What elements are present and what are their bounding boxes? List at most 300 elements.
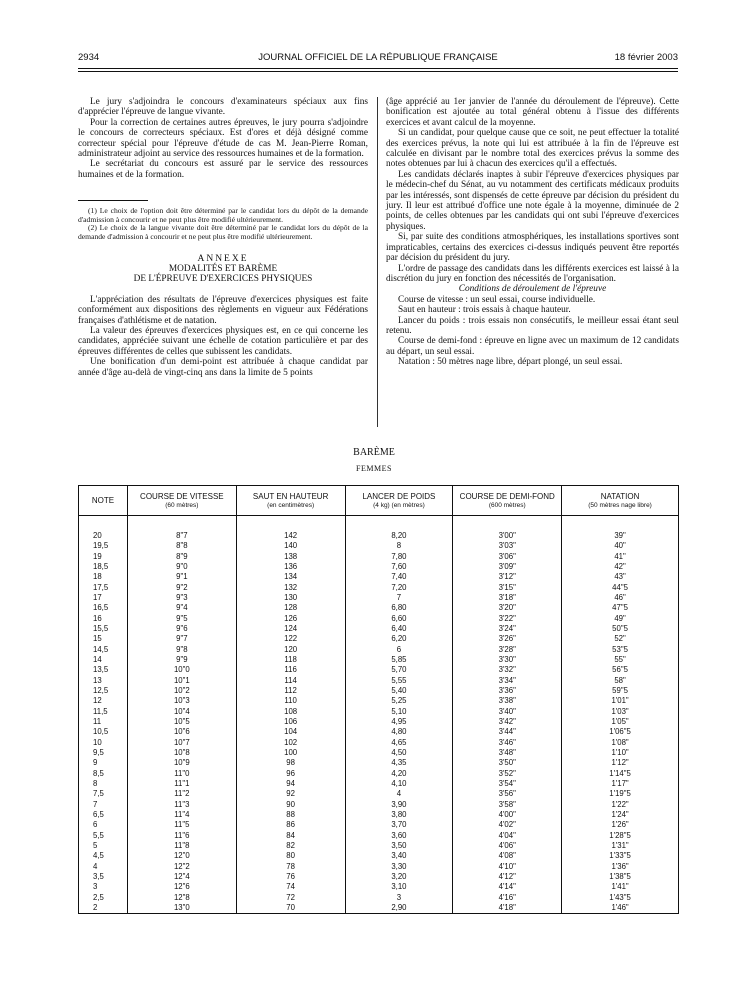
cell-demi-fond: 3'36": [453, 686, 562, 696]
paragraph: Si un candidat, pour quelque cause que ce soit, ne peut effectuer la totalité des exercices prévus, la note qui lui est attribuée à la fin de l'épreuve est calculée en divisant par le nombre total des exercices prévus la somme des notes obtenues par lui à chacun des exercices qu'il a effectués.: [386, 128, 679, 170]
condition-item: Saut en hauteur : trois essais à chaque hauteur.: [398, 305, 571, 316]
cell-demi-fond: 3'12": [453, 572, 562, 582]
cell-note: 13: [79, 676, 128, 686]
cell-demi-fond: 3'24": [453, 624, 562, 634]
cell-poids: 6,80: [345, 603, 453, 613]
cell-note: 14,5: [79, 645, 128, 655]
cell-note: 11,5: [79, 707, 128, 717]
cell-demi-fond: 3'26": [453, 634, 562, 644]
cell-vitesse: 12"8: [127, 892, 236, 902]
paragraph: (âge apprécié au 1er janvier de l'année du déroulement de l'épreuve). Cette bonification est ajoutée au total général obtenu à l'issue des différents exercices et avant calcul de la moyenne.: [386, 97, 679, 128]
cell-vitesse: 8"9: [127, 552, 236, 562]
table-row: [79, 800, 679, 810]
cell-vitesse: 11"8: [127, 841, 236, 851]
cell-poids: 3,50: [345, 841, 453, 851]
cell-hauteur: 138: [236, 552, 345, 562]
cell-hauteur: 126: [236, 614, 345, 624]
table-row: [79, 686, 679, 696]
bareme-title: BARÈME: [353, 447, 395, 458]
cell-hauteur: 110: [236, 696, 345, 706]
cell-poids: 7: [345, 593, 453, 603]
section-subtitle: DE L'ÉPREUVE D'EXERCICES PHYSIQUES: [133, 274, 313, 285]
cell-demi-fond: 3'46": [453, 738, 562, 748]
cell-vitesse: 12"4: [127, 872, 236, 882]
cell-note: 11: [79, 717, 128, 727]
cell-vitesse: 10"8: [127, 748, 236, 758]
bareme-subtitle: FEMMES: [356, 464, 392, 473]
cell-hauteur: 94: [236, 779, 345, 789]
table-row: [79, 634, 679, 644]
cell-note: 14: [79, 655, 128, 665]
header-natation: NATATION (50 mètres nage libre): [562, 486, 679, 516]
cell-natation: 1'10": [562, 748, 679, 758]
cell-note: 3: [79, 882, 128, 892]
page-number: 2934: [78, 52, 100, 63]
cell-vitesse: 10"9: [127, 758, 236, 768]
cell-demi-fond: 3'22": [453, 614, 562, 624]
cell-hauteur: 82: [236, 841, 345, 851]
cell-hauteur: 136: [236, 562, 345, 572]
cell-vitesse: 8"8: [127, 541, 236, 551]
cell-vitesse: 10"7: [127, 738, 236, 748]
header-note: NOTE: [79, 486, 128, 516]
cell-poids: 3,60: [345, 831, 453, 841]
journal-title: JOURNAL OFFICIEL DE LA RÉPUBLIQUE FRANÇAISE: [258, 52, 498, 63]
cell-hauteur: 78: [236, 862, 345, 872]
cell-note: 5: [79, 841, 128, 851]
cell-natation: 1'43"5: [562, 892, 679, 902]
cell-natation: 1'36": [562, 862, 679, 872]
cell-poids: 4,20: [345, 769, 453, 779]
cell-natation: 1'01": [562, 696, 679, 706]
paragraph: L'ordre de passage des candidats dans les différents exercices est laissé à la discrétion du jury en fonction des nécessités de l'organisation.: [386, 263, 679, 284]
cell-note: 9,5: [79, 748, 128, 758]
scoring-table: [78, 485, 679, 914]
cell-note: 6: [79, 820, 128, 830]
cell-natation: 59"5: [562, 686, 679, 696]
cell-vitesse: 9"9: [127, 655, 236, 665]
cell-natation: 53"5: [562, 645, 679, 655]
header-course-vitesse: COURSE DE VITESSE (60 mètres): [127, 486, 236, 516]
cell-natation: 40": [562, 541, 679, 551]
cell-poids: 7,80: [345, 552, 453, 562]
table-row: [79, 779, 679, 789]
table-row: [79, 882, 679, 892]
table-row: [79, 583, 679, 593]
cell-demi-fond: 3'40": [453, 707, 562, 717]
cell-vitesse: 9"8: [127, 645, 236, 655]
cell-note: 16,5: [79, 603, 128, 613]
table-row: [79, 562, 679, 572]
cell-hauteur: 104: [236, 727, 345, 737]
cell-natation: 1'08": [562, 738, 679, 748]
table-row: [79, 810, 679, 820]
cell-vitesse: 10"1: [127, 676, 236, 686]
cell-note: 19: [79, 552, 128, 562]
paragraph: Le secrétariat du concours est assuré par le service des ressources humaines et de la formation.: [78, 159, 368, 180]
cell-hauteur: 140: [236, 541, 345, 551]
cell-demi-fond: 4'08": [453, 851, 562, 861]
cell-demi-fond: 3'32": [453, 665, 562, 675]
paragraph: L'appréciation des résultats de l'épreuve d'exercices physiques est faite conformément aux dispositions des règlements en vigueur aux Fédérations françaises d'athlétisme et de natation.: [78, 294, 368, 326]
cell-poids: 2,90: [345, 903, 453, 914]
cell-vitesse: 12"6: [127, 882, 236, 892]
cell-demi-fond: 4'02": [453, 820, 562, 830]
table-row: [79, 727, 679, 737]
cell-vitesse: 11"2: [127, 789, 236, 799]
cell-note: 13,5: [79, 665, 128, 675]
table-row: [79, 593, 679, 603]
table-row: [79, 707, 679, 717]
cell-natation: 42": [562, 562, 679, 572]
cell-hauteur: 102: [236, 738, 345, 748]
cell-vitesse: 9"1: [127, 572, 236, 582]
cell-hauteur: 132: [236, 583, 345, 593]
cell-demi-fond: 3'15": [453, 583, 562, 593]
cell-note: 5,5: [79, 831, 128, 841]
table-header-row: [79, 486, 679, 516]
cell-natation: 46": [562, 593, 679, 603]
cell-natation: 1'03": [562, 707, 679, 717]
header-saut-hauteur: SAUT EN HAUTEUR (en centimètres): [236, 486, 345, 516]
cell-note: 18,5: [79, 562, 128, 572]
cell-hauteur: 90: [236, 800, 345, 810]
cell-vitesse: 9"0: [127, 562, 236, 572]
cell-note: 8,5: [79, 769, 128, 779]
cell-natation: 1'05": [562, 717, 679, 727]
cell-demi-fond: 3'54": [453, 779, 562, 789]
cell-hauteur: 74: [236, 882, 345, 892]
table-row: [79, 748, 679, 758]
cell-poids: 4: [345, 789, 453, 799]
cell-poids: 5,40: [345, 686, 453, 696]
cell-hauteur: 108: [236, 707, 345, 717]
condition-item: Lancer du poids : trois essais non consécutifs, le meilleur essai étant seul retenu.: [386, 315, 679, 336]
cell-demi-fond: 3'00": [453, 531, 562, 541]
cell-note: 12: [79, 696, 128, 706]
table-row: [79, 769, 679, 779]
cell-poids: 8,20: [345, 531, 453, 541]
cell-note: 3,5: [79, 872, 128, 882]
cell-natation: 43": [562, 572, 679, 582]
table-row: [79, 841, 679, 851]
cell-demi-fond: 3'03": [453, 541, 562, 551]
cell-natation: 1'22": [562, 800, 679, 810]
paragraph: Le jury s'adjoindra le concours d'examinateurs spéciaux aux fins d'apprécier l'épreuve de langue vivante.: [78, 97, 368, 118]
cell-vitesse: 11"4: [127, 810, 236, 820]
cell-vitesse: 11"3: [127, 800, 236, 810]
cell-hauteur: 130: [236, 593, 345, 603]
header-demi-fond: COURSE DE DEMI-FOND (600 mètres): [453, 486, 562, 516]
cell-poids: 5,85: [345, 655, 453, 665]
cell-poids: 3,30: [345, 862, 453, 872]
cell-demi-fond: 3'44": [453, 727, 562, 737]
cell-natation: 44"5: [562, 583, 679, 593]
cell-hauteur: 114: [236, 676, 345, 686]
paragraph: Si, par suite des conditions atmosphériques, les installations sportives sont impraticables, certains des exercices ci-dessus indiqués peuvent être reportés par décision du président du jury.: [386, 232, 679, 264]
cell-vitesse: 9"3: [127, 593, 236, 603]
cell-demi-fond: 4'06": [453, 841, 562, 851]
table-row: [79, 552, 679, 562]
cell-vitesse: 10"3: [127, 696, 236, 706]
cell-hauteur: 96: [236, 769, 345, 779]
annex-title: ANNEXE: [197, 253, 249, 264]
table-row: [79, 655, 679, 665]
footnote-rule: [78, 200, 148, 201]
table-row: [79, 572, 679, 582]
cell-natation: 56"5: [562, 665, 679, 675]
cell-poids: 3: [345, 892, 453, 902]
table-row: [79, 624, 679, 634]
header-spacer: [79, 516, 679, 532]
cell-natation: 1'19"5: [562, 789, 679, 799]
right-column: [386, 97, 679, 368]
cell-vitesse: 9"6: [127, 624, 236, 634]
cell-poids: 4,80: [345, 727, 453, 737]
cell-vitesse: 10"6: [127, 727, 236, 737]
cell-vitesse: 12"2: [127, 862, 236, 872]
cell-poids: 7,40: [345, 572, 453, 582]
cell-demi-fond: 4'00": [453, 810, 562, 820]
cell-note: 6,5: [79, 810, 128, 820]
table-row: [79, 541, 679, 551]
conditions-title: Conditions de déroulement de l'épreuve: [458, 284, 607, 295]
cell-natation: 1'41": [562, 882, 679, 892]
cell-hauteur: 70: [236, 903, 345, 914]
table-row: [79, 903, 679, 914]
cell-hauteur: 118: [236, 655, 345, 665]
cell-vitesse: 10"2: [127, 686, 236, 696]
cell-vitesse: 9"7: [127, 634, 236, 644]
header-rule: [78, 68, 678, 69]
publication-date: 18 février 2003: [614, 52, 678, 63]
cell-hauteur: 120: [236, 645, 345, 655]
cell-poids: 6,60: [345, 614, 453, 624]
cell-hauteur: 134: [236, 572, 345, 582]
cell-demi-fond: 3'34": [453, 676, 562, 686]
cell-natation: 47"5: [562, 603, 679, 613]
cell-demi-fond: 4'12": [453, 872, 562, 882]
cell-hauteur: 86: [236, 820, 345, 830]
cell-hauteur: 84: [236, 831, 345, 841]
table-row: [79, 789, 679, 799]
cell-poids: 3,80: [345, 810, 453, 820]
footnote: (2) Le choix de la langue vivante doit être déterminé par le candidat lors du dépôt de la demande d'admission à concourir et ne peut plus être modifié ultérieurement.: [78, 223, 368, 242]
cell-note: 17,5: [79, 583, 128, 593]
cell-poids: 4,10: [345, 779, 453, 789]
cell-poids: 3,10: [345, 882, 453, 892]
cell-poids: 6: [345, 645, 453, 655]
condition-item: Course de demi-fond : épreuve en ligne avec un maximum de 12 candidats au départ, un seul essai.: [386, 336, 679, 357]
cell-poids: 5,55: [345, 676, 453, 686]
cell-hauteur: 128: [236, 603, 345, 613]
cell-demi-fond: 4'16": [453, 892, 562, 902]
header-rule-secondary: [78, 71, 678, 72]
cell-vitesse: 10"5: [127, 717, 236, 727]
cell-note: 15,5: [79, 624, 128, 634]
cell-vitesse: 10"4: [127, 707, 236, 717]
table-row: [79, 738, 679, 748]
cell-natation: 1'17": [562, 779, 679, 789]
cell-natation: 1'14"5: [562, 769, 679, 779]
cell-vitesse: 10"0: [127, 665, 236, 675]
cell-hauteur: 92: [236, 789, 345, 799]
cell-vitesse: 11"1: [127, 779, 236, 789]
cell-poids: 5,70: [345, 665, 453, 675]
cell-demi-fond: 3'58": [453, 800, 562, 810]
table-row: [79, 645, 679, 655]
cell-poids: 4,50: [345, 748, 453, 758]
cell-poids: 4,95: [345, 717, 453, 727]
header-lancer-poids: LANCER DE POIDS (4 kg) (en mètres): [345, 486, 453, 516]
cell-natation: 1'31": [562, 841, 679, 851]
footnote: (1) Le choix de l'option doit être déterminé par le candidat lors du dépôt de la demande d'admission à concourir et ne peut plus être modifié ultérieurement.: [78, 206, 368, 224]
cell-demi-fond: 3'09": [453, 562, 562, 572]
cell-poids: 3,40: [345, 851, 453, 861]
cell-natation: 1'46": [562, 903, 679, 914]
table-row: [79, 862, 679, 872]
cell-poids: 4,65: [345, 738, 453, 748]
condition-item: Course de vitesse : un seul essai, course individuelle.: [398, 294, 596, 305]
cell-natation: 55": [562, 655, 679, 665]
cell-demi-fond: 4'10": [453, 862, 562, 872]
cell-natation: 50"5: [562, 624, 679, 634]
cell-poids: 5,10: [345, 707, 453, 717]
cell-poids: 5,25: [345, 696, 453, 706]
cell-poids: 7,20: [345, 583, 453, 593]
cell-vitesse: 13"0: [127, 903, 236, 914]
cell-note: 19,5: [79, 541, 128, 551]
section-title: MODALITÉS ET BARÈME: [168, 264, 278, 275]
table-row: [79, 717, 679, 727]
cell-natation: 41": [562, 552, 679, 562]
cell-demi-fond: 3'48": [453, 748, 562, 758]
cell-poids: 3,70: [345, 820, 453, 830]
cell-hauteur: 124: [236, 624, 345, 634]
cell-note: 2: [79, 903, 128, 914]
cell-hauteur: 122: [236, 634, 345, 644]
condition-item: Natation : 50 mètres nage libre, départ plongé, un seul essai.: [398, 357, 623, 368]
cell-poids: 6,40: [345, 624, 453, 634]
cell-vitesse: 8"7: [127, 531, 236, 541]
cell-demi-fond: 3'18": [453, 593, 562, 603]
table-row: [79, 758, 679, 768]
cell-note: 2,5: [79, 892, 128, 902]
paragraph: La valeur des épreuves d'exercices physiques est, en ce qui concerne les candidates, appréciée suivant une échelle de cotation particulière et par des épreuves différentes de celles que subissent les candidats.: [78, 326, 368, 357]
cell-vitesse: 9"5: [127, 614, 236, 624]
table-row: [79, 851, 679, 861]
cell-natation: 49": [562, 614, 679, 624]
cell-natation: 1'12": [562, 758, 679, 768]
table-row: [79, 603, 679, 613]
cell-demi-fond: 3'38": [453, 696, 562, 706]
cell-note: 16: [79, 614, 128, 624]
cell-demi-fond: 3'42": [453, 717, 562, 727]
cell-demi-fond: 4'04": [453, 831, 562, 841]
cell-poids: 8: [345, 541, 453, 551]
cell-vitesse: 11"5: [127, 820, 236, 830]
table-row: [79, 820, 679, 830]
table-row: [79, 665, 679, 675]
cell-hauteur: 88: [236, 810, 345, 820]
left-column: [78, 97, 368, 378]
cell-demi-fond: 3'20": [453, 603, 562, 613]
cell-poids: 3,20: [345, 872, 453, 882]
cell-vitesse: 12"0: [127, 851, 236, 861]
cell-note: 9: [79, 758, 128, 768]
cell-demi-fond: 3'50": [453, 758, 562, 768]
table-row: [79, 892, 679, 902]
cell-natation: 1'26": [562, 820, 679, 830]
cell-poids: 4,35: [345, 758, 453, 768]
cell-demi-fond: 4'18": [453, 903, 562, 914]
cell-hauteur: 116: [236, 665, 345, 675]
cell-hauteur: 142: [236, 531, 345, 541]
cell-demi-fond: 3'30": [453, 655, 562, 665]
cell-vitesse: 9"2: [127, 583, 236, 593]
cell-note: 20: [79, 531, 128, 541]
cell-hauteur: 100: [236, 748, 345, 758]
cell-demi-fond: 3'06": [453, 552, 562, 562]
cell-poids: 3,90: [345, 800, 453, 810]
page-header: [78, 52, 678, 66]
cell-note: 12,5: [79, 686, 128, 696]
cell-hauteur: 98: [236, 758, 345, 768]
cell-hauteur: 106: [236, 717, 345, 727]
cell-note: 7,5: [79, 789, 128, 799]
cell-note: 4: [79, 862, 128, 872]
cell-demi-fond: 3'56": [453, 789, 562, 799]
table-row: [79, 831, 679, 841]
cell-natation: 1'33"5: [562, 851, 679, 861]
table-row: [79, 872, 679, 882]
cell-vitesse: 9"4: [127, 603, 236, 613]
column-separator: [377, 97, 378, 427]
paragraph: Pour la correction de certaines autres épreuves, le jury pourra s'adjoindre le concours de correcteurs spéciaux. Est d'ores et déjà désigné comme correcteur spécial pour l'épreuve d'étude de cas M. Jean-Pierre Roman, administrateur adjoint au service des ressources humaines et de la formation.: [78, 117, 368, 160]
cell-note: 17: [79, 593, 128, 603]
table-row: [79, 531, 679, 541]
cell-hauteur: 80: [236, 851, 345, 861]
cell-demi-fond: 3'52": [453, 769, 562, 779]
cell-vitesse: 11"6: [127, 831, 236, 841]
cell-demi-fond: 4'14": [453, 882, 562, 892]
table-row: [79, 696, 679, 706]
table-row: [79, 614, 679, 624]
cell-hauteur: 72: [236, 892, 345, 902]
cell-natation: 1'24": [562, 810, 679, 820]
cell-natation: 58": [562, 676, 679, 686]
cell-natation: 1'28"5: [562, 831, 679, 841]
cell-hauteur: 76: [236, 872, 345, 882]
paragraph: Une bonification d'un demi-point est attribuée à chaque candidat par année d'âge au-delà de vingt-cinq ans dans la limite de 5 points: [78, 357, 368, 378]
cell-note: 10: [79, 738, 128, 748]
cell-note: 15: [79, 634, 128, 644]
cell-natation: 52": [562, 634, 679, 644]
cell-note: 10,5: [79, 727, 128, 737]
cell-natation: 1'06"5: [562, 727, 679, 737]
table-body: [79, 531, 679, 914]
cell-demi-fond: 3'28": [453, 645, 562, 655]
cell-note: 7: [79, 800, 128, 810]
cell-note: 8: [79, 779, 128, 789]
cell-note: 4,5: [79, 851, 128, 861]
table-row: [79, 676, 679, 686]
cell-vitesse: 11"0: [127, 769, 236, 779]
cell-hauteur: 112: [236, 686, 345, 696]
paragraph: Les candidats déclarés inaptes à subir l'épreuve d'exercices physiques par le médecin-chef du Sénat, au vu notamment des certificats médicaux produits par les intéressés, sont dispensés de cette épreuve par décision du président du jury. Il leur est attribué d'office une note égale à la moyenne, diminuée de 2 points, de celles obtenues par les candidats qui ont subi l'épreuve d'exercices physiques.: [386, 169, 679, 232]
cell-note: 18: [79, 572, 128, 582]
cell-natation: 39": [562, 531, 679, 541]
